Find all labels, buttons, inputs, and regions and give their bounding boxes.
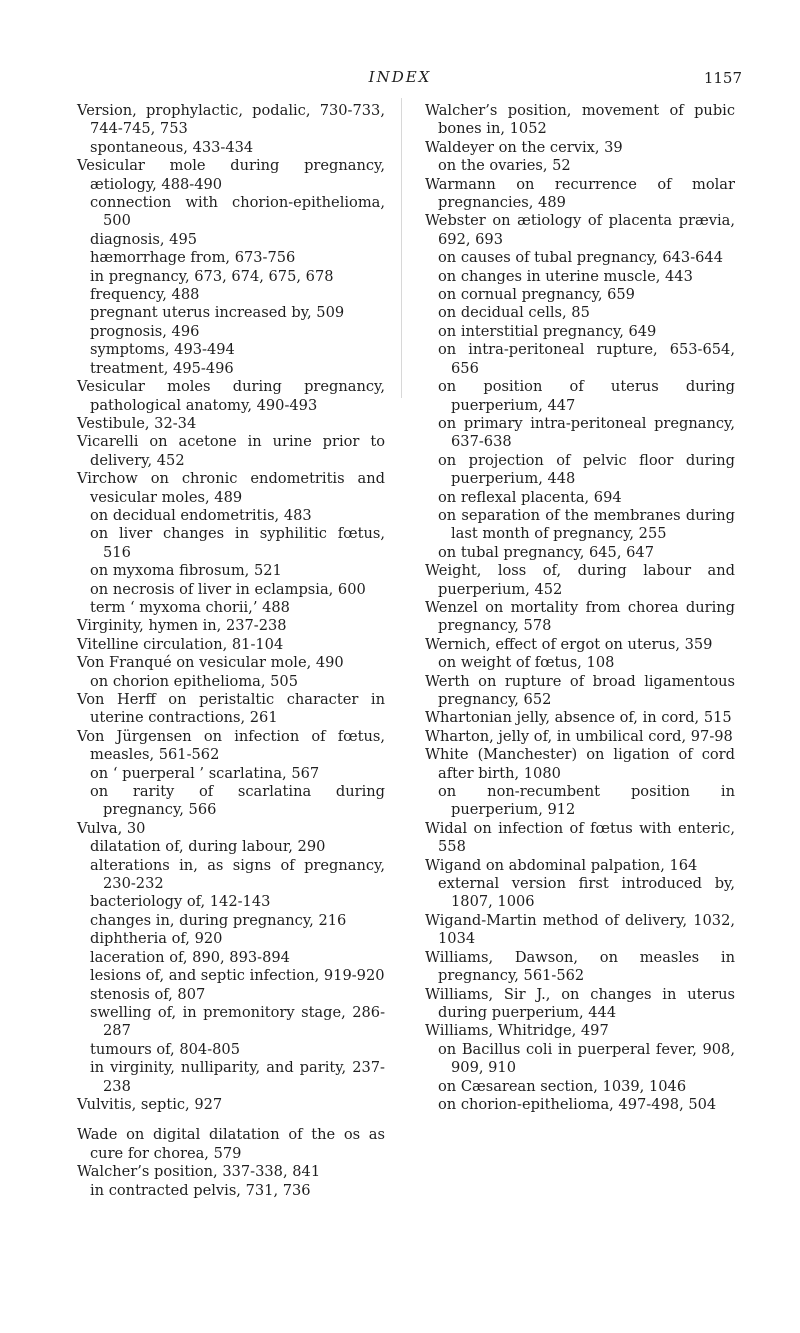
index-subentry: dilatation of, during labour, 290 [90,838,326,856]
index-entry: Williams, Whitridge, 497 [425,1022,609,1040]
index-subentry: on position of uterus during puerperium, 447 [438,378,735,414]
index-subentry: symptoms, 493-494 [90,341,235,359]
index-subentry: pregnant uterus increased by, 509 [90,304,345,322]
index-entry: Vesicular moles during pregnancy, pathological anatomy, 490-493 [77,378,385,414]
index-subentry: on myxoma fibrosum, 521 [90,562,282,580]
index-entry: Wigand on abdominal palpation, 164 [425,856,698,874]
index-subentry: bacteriology of, 142-143 [90,893,271,911]
index-subentry: on intra-peritoneal rupture, 653-654, 656 [438,341,735,377]
column-divider [401,98,402,398]
index-subentry: lesions of, and septic infection, 919-920 [90,967,385,985]
index-entry: Warmann on recurrence of molar pregnancies, 489 [425,175,735,212]
index-entry: White (Manchester) on ligation of cord after birth, 1080 [425,746,735,782]
index-subentry: on projection of pelvic floor during puerperium, 448 [438,451,735,488]
index-entry: Walcher’s position, 337-338, 841 [77,1163,321,1181]
index-entry: Von Franqué on vesicular mole, 490 [77,654,344,672]
index-subentry: on chorion epithelioma, 505 [90,672,298,690]
index-subentry: term ‘ myxoma chorii,’ 488 [90,598,290,616]
index-entry: Vesicular mole during pregnancy, ætiology, 488-490 [77,157,385,193]
index-subentry: on weight of fœtus, 108 [438,654,615,672]
index-subentry: on primary intra-peritoneal pregnancy, 637-638 [438,414,735,451]
index-subentry: spontaneous, 433-434 [90,138,254,156]
index-subentry: on changes in uterine muscle, 443 [438,267,693,285]
page-number: 1157 [703,69,742,87]
index-entry: Widal on infection of fœtus with enteric, 558 [425,819,735,856]
index-subentry: changes in, during pregnancy, 216 [90,911,347,929]
index-subentry: on cornual pregnancy, 659 [438,286,635,304]
index-subentry: connection with chorion-epithelioma, 500 [90,194,385,230]
index-entry: Williams, Sir J., on changes in uterus during puerperium, 444 [425,985,735,1021]
index-subentry: on chorion-epithelioma, 497-498, 504 [438,1095,717,1113]
index-subentry: on tubal pregnancy, 645, 647 [438,543,654,561]
index-subentry: in contracted pelvis, 731, 736 [90,1181,311,1199]
section-gap [77,1114,385,1126]
index-entry: Virginity, hymen in, 237-238 [77,617,287,635]
index-entry: Von Jürgensen on infection of fœtus, measles, 561-562 [77,727,385,764]
index-subentry: diphtheria of, 920 [90,930,223,948]
index-subentry: in pregnancy, 673, 674, 675, 678 [90,267,334,285]
index-entry: Webster on ætiology of placenta prævia, 692, 693 [425,212,735,248]
index-entry: Wenzel on mortality from chorea during pregnancy, 578 [425,598,735,635]
index-entry: Wigand-Martin method of delivery, 1032, 1034 [425,911,735,948]
index-subentry: treatment, 495-496 [90,359,234,377]
index-entry: Waldeyer on the cervix, 39 [425,138,623,156]
index-subentry: laceration of, 890, 893-894 [90,948,290,966]
index-subentry: frequency, 488 [90,286,200,304]
index-subentry: swelling of, in premonitory stage, 286-287 [90,1003,385,1040]
index-entry: Vitelline circulation, 81-104 [77,635,284,653]
page-header [0,68,800,92]
index-entry: Virchow on chronic endometritis and vesicular moles, 489 [77,470,385,506]
index-entry: Von Herff on peristaltic character in uterine contractions, 261 [77,691,385,727]
index-column-right [425,102,735,1114]
index-entry: Version, prophylactic, podalic, 730-733, 744-745, 753 [77,102,385,138]
index-subentry: on reflexal placenta, 694 [438,488,622,506]
running-header-title: INDEX [368,68,432,86]
index-entry: Wernich, effect of ergot on uterus, 359 [425,635,713,653]
index-subentry: on the ovaries, 52 [438,157,571,175]
index-subentry: hæmorrhage from, 673-756 [90,249,296,267]
index-entry: Whartonian jelly, absence of, in cord, 515 [425,709,732,727]
index-subentry: on decidual cells, 85 [438,304,590,322]
index-entry: Weight, loss of, during labour and puerperium, 452 [425,562,735,598]
index-subentry: diagnosis, 495 [90,230,198,248]
index-subentry: on liver changes in syphilitic fœtus, 516 [90,525,385,561]
index-subentry: on separation of the membranes during last month of pregnancy, 255 [438,506,735,543]
index-entry: Werth on rupture of broad ligamentous pregnancy, 652 [425,672,735,708]
index-subentry: on non-recumbent position in puerperium, 912 [438,783,735,819]
index-subentry: prognosis, 496 [90,322,200,340]
index-subentry: in virginity, nulliparity, and parity, 237-238 [90,1059,385,1095]
index-entry: Walcher’s position, movement of pubic bones in, 1052 [425,102,735,138]
index-entry: Vulva, 30 [77,819,146,837]
index-subentry: external version first introduced by, 1807, 1006 [438,875,735,911]
index-subentry: alterations in, as signs of pregnancy, 230-232 [90,856,385,893]
index-subentry: on ‘ puerperal ’ scarlatina, 567 [90,764,320,782]
index-entry: Williams, Dawson, on measles in pregnancy, 561-562 [425,948,735,985]
index-entry: Wharton, jelly of, in umbilical cord, 97-98 [425,727,733,745]
index-subentry: on interstitial pregnancy, 649 [438,322,657,340]
index-subentry: on rarity of scarlatina during pregnancy, 566 [90,783,385,819]
index-subentry: on Cæsarean section, 1039, 1046 [438,1077,687,1095]
index-entry: Wade on digital dilatation of the os as cure for chorea, 579 [77,1126,385,1162]
index-subentry: on causes of tubal pregnancy, 643-644 [438,249,723,267]
index-entry: Vestibule, 32-34 [77,414,197,432]
index-subentry: on Bacillus coli in puerperal fever, 908, 909, 910 [438,1040,735,1077]
index-subentry: tumours of, 804-805 [90,1040,240,1058]
index-subentry: on decidual endometritis, 483 [90,506,312,524]
index-entry: Vicarelli on acetone in urine prior to delivery, 452 [77,433,385,469]
index-subentry: on necrosis of liver in eclampsia, 600 [90,580,366,598]
index-subentry: stenosis of, 807 [90,985,206,1003]
index-column-left [77,102,385,1200]
index-entry: Vulvitis, septic, 927 [77,1095,223,1113]
